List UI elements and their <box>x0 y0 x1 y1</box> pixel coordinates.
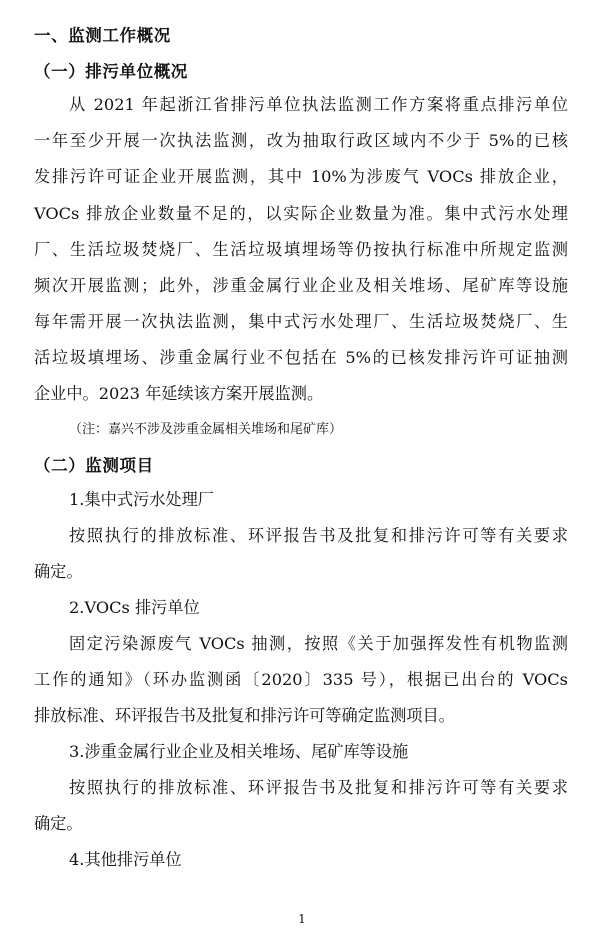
paragraph-line: 频次开展监测；此外，涉重金属行业企业及相关堆场、尾矿库等设施 <box>34 276 568 295</box>
paragraph-line: 确定。 <box>34 562 83 581</box>
page-number: 1 <box>298 912 306 926</box>
paragraph-line: 一年至少开展一次执法监测，改为抽取行政区域内不少于 5%的已核 <box>34 131 568 150</box>
paragraph-line: 发排污许可证企业开展监测，其中 10%为涉废气 VOCs 排放企业， <box>34 167 568 186</box>
paragraph-line: 排放标准、环评报告书及批复和排污许可等确定监测项目。 <box>34 706 455 725</box>
item-title-vocs-units: 2.VOCs 排污单位 <box>69 598 200 617</box>
heading-monitoring-overview: 一、监测工作概况 <box>34 26 171 45</box>
note-text: （注：嘉兴不涉及涉重金属相关堆场和尾矿库） <box>69 422 343 437</box>
section-title-polluter-overview: （一）排污单位概况 <box>34 62 188 81</box>
paragraph-line: 每年需开展一次执法监测，集中式污水处理厂、生活垃圾焚烧厂、生 <box>34 312 568 331</box>
paragraph-line: 按照执行的排放标准、环评报告书及批复和排污许可等有关要求 <box>69 778 568 797</box>
paragraph-line: 确定。 <box>34 814 83 833</box>
item-title-sewage-plant: 1.集中式污水处理厂 <box>69 490 214 509</box>
section-title-monitoring-items: （二）监测项目 <box>34 456 154 475</box>
paragraph-line: 从 2021 年起浙江省排污单位执法监测工作方案将重点排污单位 <box>69 95 568 114</box>
paragraph-line: 厂、生活垃圾焚烧厂、生活垃圾填埋场等仍按执行标准中所规定监测 <box>34 240 568 259</box>
paragraph-line: 企业中。2023 年延续该方案开展监测。 <box>34 384 324 403</box>
paragraph-line: 按照执行的排放标准、环评报告书及批复和排污许可等有关要求 <box>69 526 568 545</box>
paragraph-line: VOCs 排放企业数量不足的，以实际企业数量为准。集中式污水处理 <box>34 204 568 223</box>
paragraph-line: 固定污染源废气 VOCs 抽测，按照《关于加强挥发性有机物监测 <box>69 634 568 653</box>
paragraph-line: 工作的通知》（环办监测函〔2020〕335 号），根据已出台的 VOCs <box>34 670 568 689</box>
paragraph-line: 活垃圾填埋场、涉重金属行业不包括在 5%的已核发排污许可证抽测 <box>34 348 568 367</box>
item-title-other-units: 4.其他排污单位 <box>69 850 182 869</box>
item-title-heavy-metal: 3.涉重金属行业企业及相关堆场、尾矿库等设施 <box>69 742 409 761</box>
